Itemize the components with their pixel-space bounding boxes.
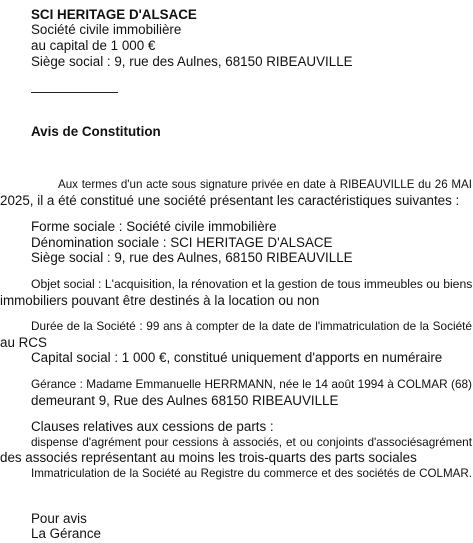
objet-social-line-1: Objet social : L'acquisition, la rénovation et la gestion de tous immeubles ou biens bbox=[31, 277, 473, 291]
duree-line-2: au RCS bbox=[0, 335, 47, 350]
clauses-line-2: des associés représentant au moins les trois-quarts des parts sociales bbox=[0, 450, 417, 465]
denomination-sociale: Dénomination sociale : SCI HERITAGE D'ALSACE bbox=[31, 235, 333, 250]
gerance-line-2: demeurant 9, Rue des Aulnes 68150 RIBEAUVILLE bbox=[31, 393, 339, 408]
company-capital: au capital de 1 000 € bbox=[31, 38, 156, 53]
signature-rule bbox=[31, 92, 118, 93]
company-name: SCI HERITAGE D'ALSACE bbox=[31, 7, 197, 22]
intro-line-1: Aux termes d'un acte sous signature privée en date à RIBEAUVILLE du 26 MAI bbox=[58, 178, 472, 191]
gerance-line-1: Gérance : Madame Emmanuelle HERRMANN, née le 14 août 1994 à COLMAR (68) bbox=[31, 377, 472, 391]
siege-social: Siège social : 9, rue des Aulnes, 68150 RIBEAUVILLE bbox=[31, 250, 353, 265]
immatriculation: Immatriculation de la Société au Registre du commerce et des sociétés de COLMAR. bbox=[31, 467, 472, 480]
intro-line-2: 2025, il a été constitué une société présentant les caractéristiques suivantes : bbox=[0, 193, 460, 208]
closing-text: Pour avis bbox=[31, 511, 87, 526]
company-head-office: Siège social : 9, rue des Aulnes, 68150 RIBEAUVILLE bbox=[31, 54, 353, 69]
company-type: Société civile immobilière bbox=[31, 22, 182, 37]
clauses-title: Clauses relatives aux cessions de parts : bbox=[31, 419, 274, 434]
forme-sociale: Forme sociale : Société civile immobilière bbox=[31, 219, 277, 234]
notice-title: Avis de Constitution bbox=[31, 124, 161, 139]
capital-social: Capital social : 1 000 €, constitué uniquement d'apports en numéraire bbox=[31, 350, 443, 365]
objet-social-line-2: immobiliers pouvant être destinés à la location ou non bbox=[0, 293, 320, 308]
duree-line-1: Durée de la Société : 99 ans à compter de la date de l'immatriculation de la Société bbox=[31, 319, 472, 333]
clauses-line-1: dispense d'agrément pour cessions à associés, et ou conjoints d'associésagrément bbox=[31, 435, 472, 449]
signature-text: La Gérance bbox=[31, 526, 101, 541]
